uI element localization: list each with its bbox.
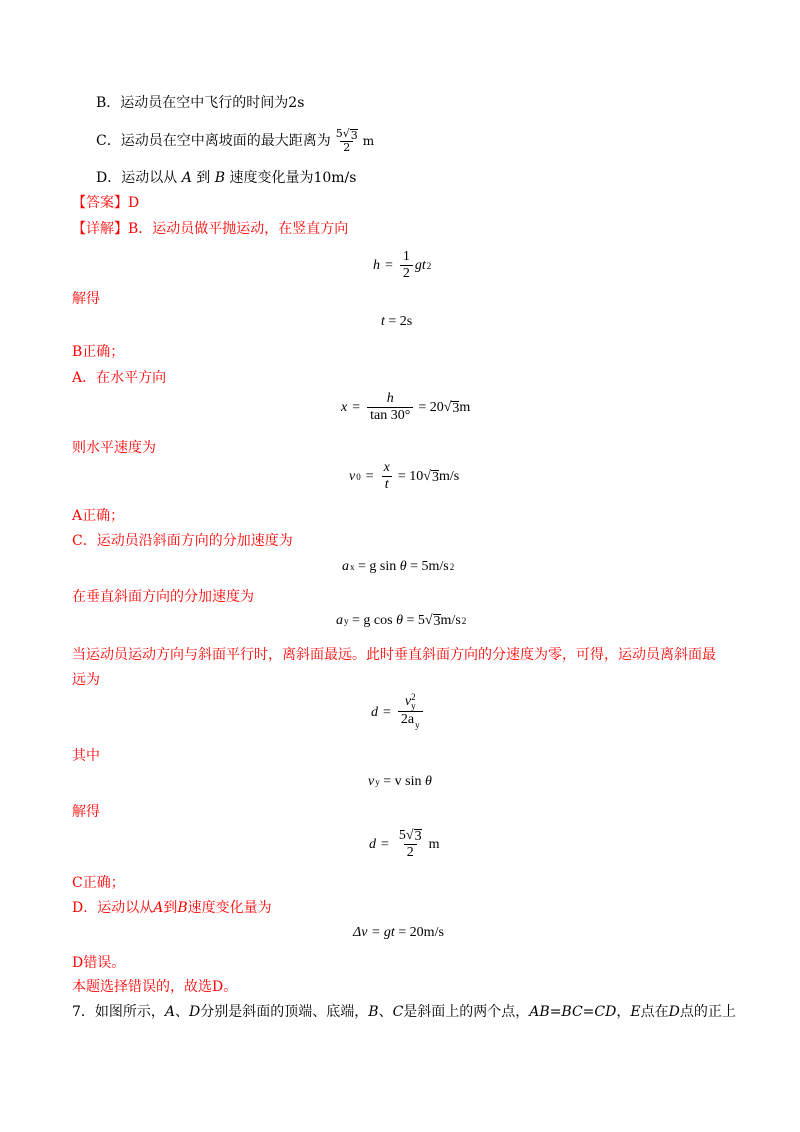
eq1-fraction <box>400 249 413 282</box>
option-d <box>96 168 356 188</box>
detail-line <box>72 219 348 239</box>
eq6-lhs: a <box>336 613 343 628</box>
eq3-radicand: 3 <box>452 400 460 416</box>
eq4-sub: 0 <box>356 471 361 482</box>
equation-height <box>373 249 431 282</box>
equation-parallel-acceleration <box>342 559 454 575</box>
eq7-den: 2a <box>400 712 415 727</box>
eq6-theta: θ <box>396 613 403 628</box>
q7-point-c: C <box>392 1004 404 1020</box>
conclusion: 本题选择错误的，故选D。 <box>72 979 238 995</box>
a-correct: A正确； <box>72 508 125 524</box>
eq1-sup: 2 <box>426 260 432 271</box>
eq5-sub: x <box>350 562 355 572</box>
eq4-radicand: 3 <box>431 469 439 485</box>
q7-point-d: D <box>189 1004 201 1020</box>
eq2-lhs: t <box>381 314 385 329</box>
eq6-rhs: = g cos <box>352 613 393 628</box>
eq3-fraction <box>367 391 413 424</box>
eq7-num-sub: y <box>411 701 416 711</box>
eq1-equals: = <box>385 257 393 273</box>
eq1-den: 2 <box>400 265 413 282</box>
eq4-coef: = 10 <box>397 468 424 484</box>
eq7-den-sub: y <box>415 720 420 730</box>
option-d-point-a: A <box>181 170 192 186</box>
d-label-point-a: A <box>153 900 164 916</box>
eq5-theta: θ <box>399 559 407 574</box>
eq9-fraction: 5 √ 3 2 <box>398 828 422 860</box>
answer: 【答案】D <box>72 195 140 211</box>
eq2-rhs: = 2s <box>388 314 413 329</box>
horizontal-speed-label: 则水平速度为 <box>72 440 156 456</box>
qizhong: 其中 <box>72 748 100 764</box>
eq6-unit: m/s <box>440 613 461 628</box>
option-c-radicand: 3 <box>350 129 358 142</box>
equation-max-distance: d = v 2 y $2a_y$ <box>371 693 425 733</box>
option-c-unit: m <box>362 134 375 148</box>
option-c-den: 2 <box>340 141 353 154</box>
question-7 <box>72 1002 736 1022</box>
eq1-num: 1 <box>402 249 410 264</box>
eq3-num: h <box>386 391 394 406</box>
d-label-text-2: 到 <box>163 900 178 916</box>
eq5-rhs: = g sin <box>358 559 397 574</box>
eq3-coef: = 20 <box>418 399 444 415</box>
d-label <box>72 898 272 918</box>
q7-point-a: A <box>164 1004 176 1020</box>
q7-point-e: E <box>630 1004 641 1020</box>
eq8-rhs: = v sin <box>383 774 422 789</box>
eq4-lhs: v <box>349 468 356 484</box>
eq9-lhs: d <box>369 836 376 852</box>
equation-distance-result: d = 5 √ 3 2 m <box>369 828 440 860</box>
eq9-radicand: 3 <box>414 829 422 844</box>
equation-time <box>381 314 412 330</box>
equation-horizontal-distance: x = $\frac{h}{\tan 30^\circ}$ = 20 √ 3 m <box>341 391 471 423</box>
option-d-point-b: B <box>214 170 226 186</box>
eq6-sub: y <box>344 616 349 626</box>
eq5-lhs: a <box>342 559 349 574</box>
eq4-num: x <box>383 460 390 475</box>
paragraph-line-1: 当运动员运动方向与斜面平行时，离斜面最远。此时垂直斜面方向的分速度为零，可得，运动员离斜面最 <box>72 647 716 663</box>
eq7-lhs: d <box>371 705 378 720</box>
equation-perpendicular-acceleration: a y = g cos θ = 5 √ 3 m/s 2 <box>336 613 467 629</box>
paragraph-line-2: 远为 <box>72 672 100 688</box>
q7-equality: AB=BC=CD <box>529 1004 617 1020</box>
option-c-text: C．运动员在空中离坡面的最大距离为 <box>96 133 331 149</box>
a-label: A．在水平方向 <box>72 370 167 386</box>
eq4-den: t <box>384 477 389 492</box>
option-d-text-2: 到 <box>196 170 211 186</box>
eq9-unit: m <box>428 836 440 852</box>
b-correct: B正确； <box>72 344 125 360</box>
eq7-num-v: v <box>404 694 412 710</box>
option-c-num: 5 <box>335 127 343 140</box>
q7-text-5: 是斜面上的两个点， <box>403 1004 530 1020</box>
jiede-1: 解得 <box>72 291 100 307</box>
eq8-lhs: v <box>368 774 375 789</box>
d-wrong: D错误。 <box>72 955 126 971</box>
eq5-sup: 2 <box>449 562 455 572</box>
eq4-unit: m/s <box>438 468 460 484</box>
q7-text-1: 7．如图所示， <box>72 1004 165 1020</box>
eq10-rhs: = 20m/s <box>398 925 444 940</box>
eq3-den: tan 30° <box>367 407 413 424</box>
equation-horizontal-speed: v 0 = $\frac{x}{t}$ = 10 √ 3 m/s <box>349 460 460 492</box>
c-correct: C正确； <box>72 875 125 891</box>
option-c-fraction: 5 √ 3 2 <box>335 127 358 154</box>
jiede-2: 解得 <box>72 804 100 820</box>
eq10-lhs: Δv <box>353 925 368 940</box>
perp-accel-label: 在垂直斜面方向的分加速度为 <box>72 589 254 605</box>
option-d-text-3: 速度变化量为10m/s <box>229 170 357 186</box>
eq1-g: g <box>414 257 422 273</box>
eq8-theta: θ <box>424 774 432 789</box>
d-label-text-3: 速度变化量为 <box>187 900 272 916</box>
d-label-text-1: D．运动以从 <box>72 900 154 916</box>
option-b: B．运动员在空中飞行的时间为2s <box>96 95 305 111</box>
equation-vy <box>368 774 432 790</box>
detail-text: B．运动员做平抛运动，在竖直方向 <box>128 221 349 237</box>
eq1-lhs: h <box>373 257 380 273</box>
c-label: C．运动员沿斜面方向的分加速度为 <box>72 533 293 549</box>
eq5-rhs2: = 5m/s <box>410 559 449 574</box>
eq6-sup: 2 <box>461 616 467 626</box>
q7-text-4: 、 <box>378 1004 393 1020</box>
eq7-fraction <box>398 693 423 733</box>
q7-point-d-2: D <box>668 1004 680 1020</box>
detail-label: 【详解】 <box>72 221 128 237</box>
eq1-t: t <box>421 257 426 273</box>
q7-text-8: 点的正上 <box>679 1004 736 1020</box>
option-c <box>96 128 374 154</box>
eq6-radicand: 3 <box>433 614 441 629</box>
eq3-unit: m <box>459 399 471 415</box>
eq6-coef: = 5 <box>406 613 425 628</box>
eq7-num-sup: 2 <box>411 692 416 702</box>
q7-text-2: 、 <box>175 1004 190 1020</box>
eq9-den: 2 <box>404 844 417 861</box>
eq3-lhs: x <box>341 399 348 415</box>
eq4-fraction <box>381 460 393 493</box>
d-label-point-b: B <box>177 900 188 916</box>
equation-velocity-change <box>353 925 444 941</box>
option-d-text-1: D．运动以从 <box>96 170 178 186</box>
eq10-mid: = gt <box>370 925 395 940</box>
q7-text-7: 点在 <box>640 1004 669 1020</box>
eq8-sub: y <box>375 777 380 787</box>
eq9-num-coef: 5 <box>398 828 406 843</box>
q7-text-6: ， <box>616 1004 631 1020</box>
q7-text-3: 分别是斜面的顶端、底端， <box>200 1004 369 1020</box>
q7-point-b: B <box>368 1004 379 1020</box>
